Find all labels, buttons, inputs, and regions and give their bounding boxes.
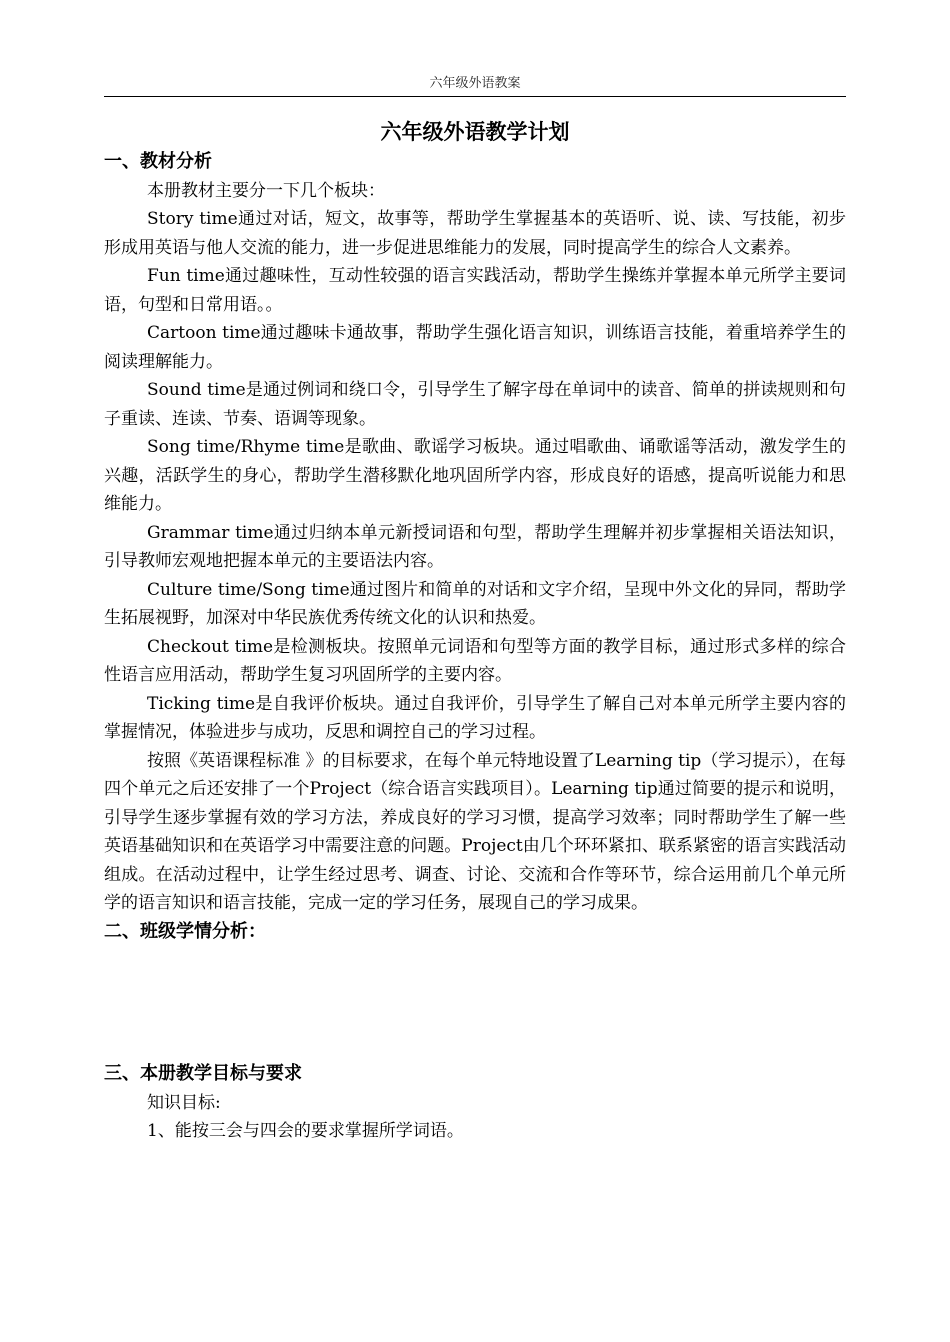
section-heading-teaching-goals: 三、本册教学目标与要求 <box>104 1063 302 1084</box>
paragraph: Story time通过对话，短文，故事等，帮助学生掌握基本的英语听、说、读、写技能，初步形成用英语与他人交流的能力，进一步促进思维能力的发展，同时提高学生的综合人文素养。 <box>104 209 846 258</box>
paragraph: Sound time是通过例词和绕口令，引导学生了解字母在单词中的读音、简单的拼读规则和句子重读、连读、节奏、语调等现象。 <box>104 380 846 429</box>
section-heading-textbook-analysis: 一、教材分析 <box>104 151 212 172</box>
paragraph: Grammar time通过归纳本单元新授词语和句型，帮助学生理解并初步掌握相关语法知识，引导教师宏观地把握本单元的主要语法内容。 <box>104 522 846 571</box>
paragraph: 本册教材主要分一下几个板块： <box>147 180 385 201</box>
document-title: 六年级外语教学计划 <box>380 120 570 144</box>
running-header: 六年级外语教案 <box>429 76 521 91</box>
document-body <box>104 116 846 1146</box>
paragraph: Checkout time是检测板块。按照单元词语和句型等方面的教学目标，通过形式多样的综合性语言应用活动，帮助学生复习巩固所学的主要内容。 <box>104 636 846 685</box>
paragraph: 按照《英语课程标准 》的目标要求，在每个单元特地设置了Learning tip（学习提示），在每四个单元之后还安排了一个Project（综合语言实践项目）。Learning tip通过简要的提示和说明，引导学生逐步掌握有效的学习方法，养成良好的学习习惯，提高学习效率；同时帮助学生了解一些英语基础知识和在英语学习中需要注意的问题。Project由几个环环紧扣、联系紧密的语言实践活动组成。在活动过程中，让学生经过思考、调查、讨论、交流和合作等环节，综合运用前几个单元所学的语言知识和语言技能，完成一定的学习任务，展现自己的学习成果。 <box>104 750 846 913</box>
paragraph: Ticking time是自我评价板块。通过自我评价，引导学生了解自己对本单元所学主要内容的掌握情况，体验进步与成功，反思和调控自己的学习过程。 <box>104 693 846 742</box>
blank-space <box>104 946 846 1060</box>
paragraph: 知识目标: <box>147 1092 221 1113</box>
paragraph: Cartoon time通过趣味卡通故事，帮助学生强化语言知识，训练语言技能，着重培养学生的阅读理解能力。 <box>104 323 846 372</box>
paragraph: Fun time通过趣味性，互动性较强的语言实践活动，帮助学生操练并掌握本单元所学主要词语，句型和日常用语。。 <box>104 266 846 315</box>
paragraph: Culture time/Song time通过图片和简单的对话和文字介绍，呈现中外文化的异同，帮助学生拓展视野，加深对中华民族优秀传统文化的认识和热爱。 <box>104 579 846 628</box>
paragraph: 1、能按三会与四会的要求掌握所学词语。 <box>147 1121 464 1141</box>
paragraph: Song time/Rhyme time是歌曲、歌谣学习板块。通过唱歌曲、诵歌谣等活动，激发学生的兴趣，活跃学生的身心，帮助学生潜移默化地巩固所学内容，形成良好的语感，提高听说能力和思维能力。 <box>104 437 846 514</box>
header-rule <box>104 96 846 97</box>
section-heading-class-analysis: 二、班级学情分析： <box>104 920 266 942</box>
